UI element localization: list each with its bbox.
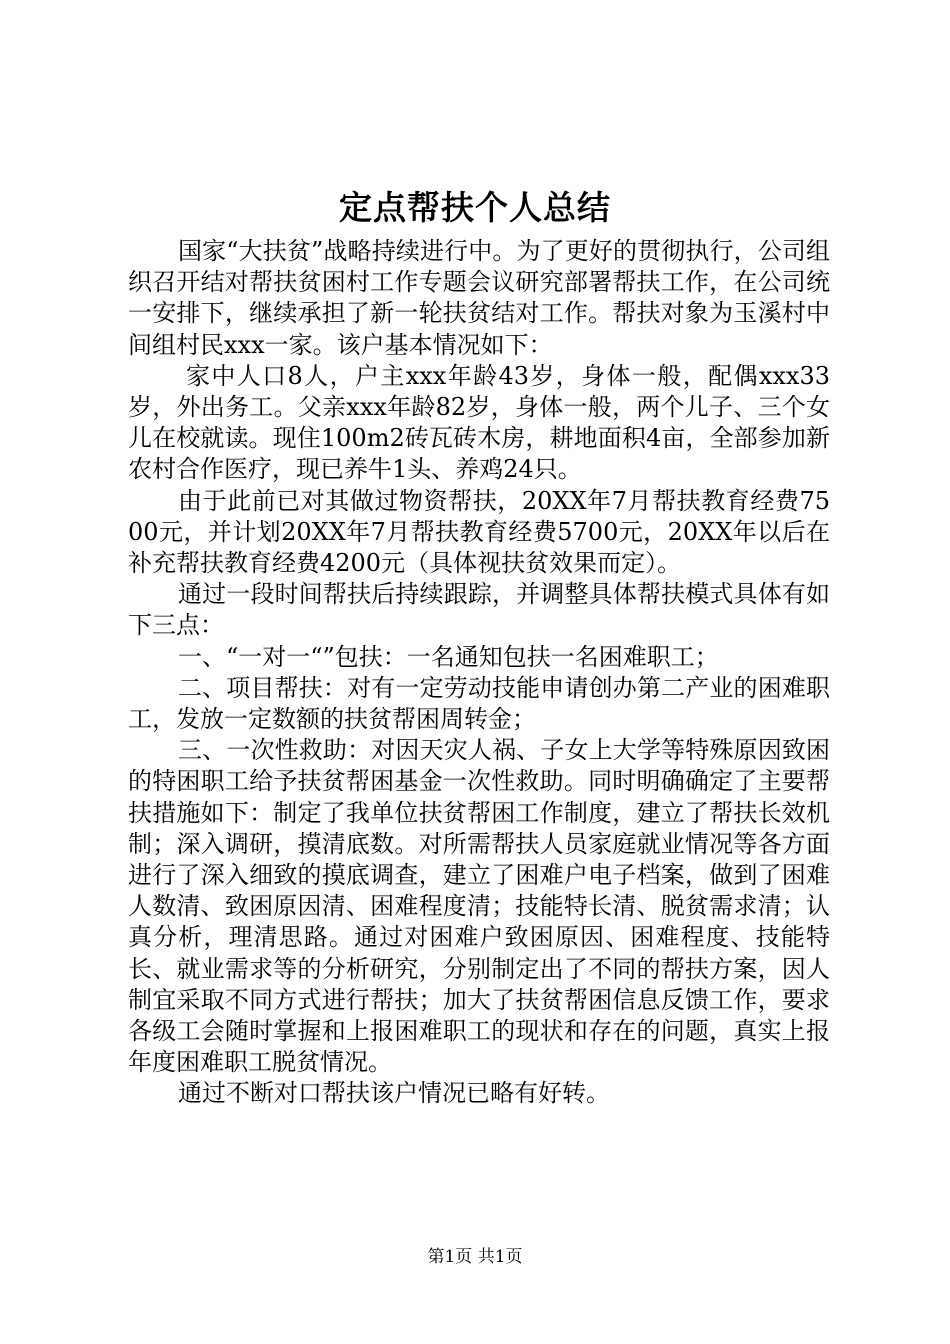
paragraph-point-one: 一、“一对一“”包扶：一名通知包扶一名困难职工； — [178, 642, 719, 671]
paragraph-household: 家中人口8人，户主xxx年龄43岁，身体一般，配偶xxx33岁，外出务工。父亲xxx年龄82岁，身体一般，两个儿子、三个女儿在校就读。现住100m2砖瓦砖木房，耕地面积4亩，全部参加新农村合作医疗，现已养牛1头、养鸡24只。 — [128, 361, 830, 484]
document-body — [128, 236, 830, 1110]
page-footer: 第1页 共1页 — [427, 1247, 523, 1267]
paragraph-point-three: 三、一次性救助：对因天灾人祸、子女上大学等特殊原因致困的特困职工给予扶贫帮困基金一次性救助。同时明确确定了主要帮扶措施如下：制定了我单位扶贫帮困工作制度，建立了帮扶长效机制；深入调研，摸清底数。对所需帮扶人员家庭就业情况等各方面进行了深入细致的摸底调查，建立了困难户电子档案，做到了困难人数清、致困原因清、困难程度清；技能特长清、脱贫需求清；认真分析，理清思路。通过对困难户致困原因、困难程度、技能特长、就业需求等的分析研究，分别制定出了不同的帮扶方案，因人制宜采取不同方式进行帮扶；加大了扶贫帮困信息反馈工作，要求各级工会随时掌握和上报困难职工的现状和存在的问题，真实上报年度困难职工脱贫情况。 — [128, 736, 830, 1077]
paragraph-intro: 国家“大扶贫”战略持续进行中。为了更好的贯彻执行，公司组织召开结对帮扶贫困村工作专题会议研究部署帮扶工作，在公司统一安排下，继续承担了新一轮扶贫结对工作。帮扶对象为玉溪村中间组村民xxx一家。该户基本情况如下： — [128, 237, 830, 359]
paragraph-conclusion: 通过不断对口帮扶该户情况已略有好转。 — [178, 1079, 610, 1108]
paragraph-funding: 由于此前已对其做过物资帮扶，20XX年7月帮扶教育经费7500元，并计划20XX年7月帮扶教育经费5700元，20XX年以后在补充帮扶教育经费4200元（具体视扶贫效果而定）。 — [128, 486, 830, 578]
document-title: 定点帮扶个人总结 — [339, 188, 611, 227]
paragraph-tracking: 通过一段时间帮扶后持续跟踪，并调整具体帮扶模式具体有如下三点： — [128, 580, 830, 640]
paragraph-point-two: 二、项目帮扶：对有一定劳动技能申请创办第二产业的困难职工，发放一定数额的扶贫帮困周转金； — [128, 673, 830, 734]
